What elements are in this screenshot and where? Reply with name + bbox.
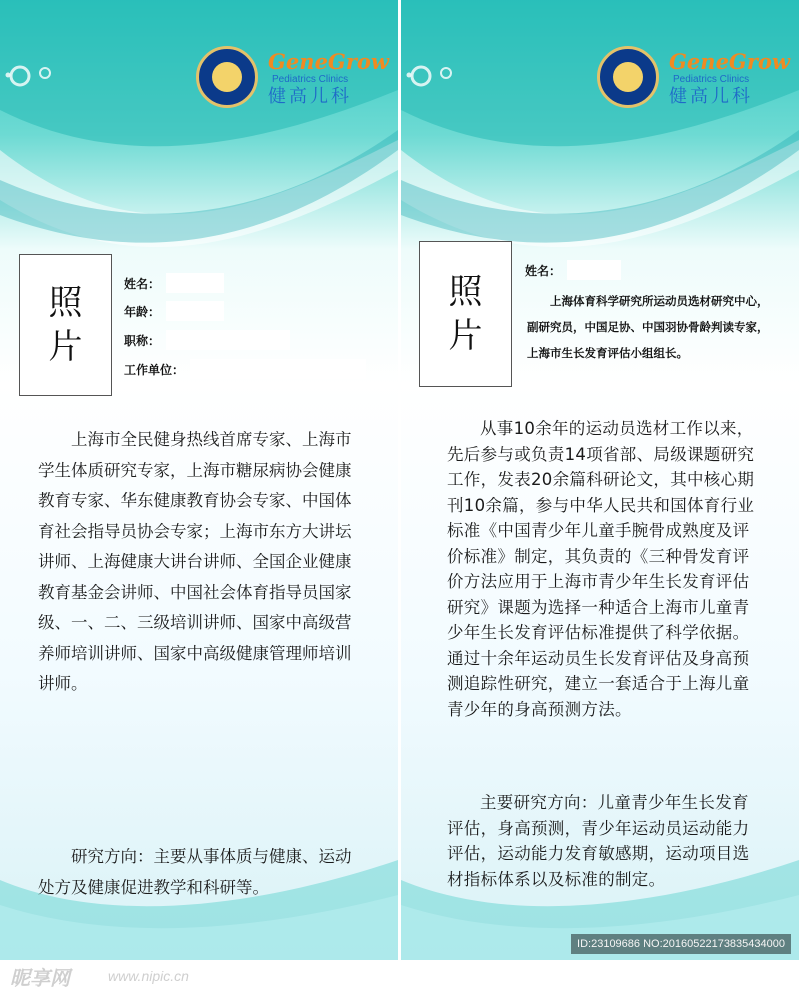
brand-subtitle-en: Pediatrics Clinics — [673, 74, 750, 85]
brand-subtitle-en: Pediatrics Clinics — [272, 74, 349, 85]
brand-name-cn: 健高儿科 — [669, 86, 753, 107]
redacted-value — [567, 260, 621, 280]
clinic-logo — [196, 46, 390, 114]
field-label: 姓名： — [124, 276, 161, 291]
watermark-id: ID:23109686 NO:20160522173835434000 — [571, 934, 791, 954]
left-poster — [0, 0, 398, 960]
research-direction-paragraph: 研究方向：主要从事体质与健康、运动处方及健康促进教学和科研等。 — [38, 847, 352, 897]
redacted-value — [166, 273, 224, 293]
field-label: 年龄： — [124, 304, 161, 319]
field-title — [124, 329, 290, 351]
brand-wordmark — [669, 50, 789, 108]
clinic-emblem-icon — [196, 46, 258, 108]
field-label: 姓名： — [525, 263, 562, 278]
photo-label-char-1: 照 — [448, 272, 483, 312]
brand-name-cn: 健高儿科 — [268, 86, 352, 107]
field-age — [124, 300, 224, 322]
watermark-url: www.nipic.cn — [108, 968, 189, 984]
clinic-logo — [597, 46, 791, 114]
photo-placeholder — [19, 254, 112, 396]
right-poster — [401, 0, 799, 960]
field-label: 职称： — [124, 333, 161, 348]
photo-label-char-2: 片 — [48, 327, 83, 367]
bio-paragraph: 从事10余年的运动员选材工作以来，先后参与或负责14项省部、局级课题研究工作，发表20余篇科研论文，其中核心期刊10余篇，参与中华人民共和国体育行业标准《中国青少年儿童手腕骨成熟度及评价标准》制定，其负责的《三种骨发育评价方法应用于上海市青少年生长发育评估研究》课题为选择一种适合上海市儿童青少年生长发育评估标准提供了科学依据。通过十余年运动员生长发育评估及身高预测追踪性研究，建立一套适合于上海儿童青少年的身高预测方法。 — [447, 419, 755, 719]
redacted-value — [190, 359, 366, 379]
field-name — [124, 272, 224, 294]
field-workplace — [124, 358, 366, 380]
clinic-emblem-icon — [597, 46, 659, 108]
photo-label-char-2: 片 — [448, 316, 483, 356]
redacted-value — [166, 330, 290, 350]
photo-placeholder — [419, 241, 512, 387]
redacted-value — [166, 301, 224, 321]
intro-text: 上海体育科学研究所运动员选材研究中心，副研究员，中国足协、中国羽协骨龄判读专家，上海市生长发育评估小组组长。 — [527, 294, 769, 360]
watermark-site-name: 昵享网 — [10, 966, 70, 990]
brand-name-en: GeneGrow — [669, 49, 791, 74]
watermark-bar — [0, 938, 799, 993]
research-direction-paragraph: 主要研究方向：儿童青少年生长发育评估，身高预测，青少年运动员运动能力评估，运动能力发育敏感期，运动项目选材指标体系以及标准的制定。 — [447, 793, 750, 889]
photo-label-char-1: 照 — [48, 283, 83, 323]
bio-paragraph: 上海市全民健身热线首席专家、上海市学生体质研究专家，上海市糖尿病协会健康教育专家、华东健康教育协会专家、中国体育社会指导员协会专家；上海市东方大讲坛讲师、上海健康大讲台讲师、全国企业健康教育基金会讲师、中国社会体育指导员国家级、一、二、三级培训讲师、国家中高级营养师培训讲师、国家中高级健康管理师培训讲师。 — [38, 430, 352, 693]
field-name — [525, 259, 621, 281]
field-label: 工作单位： — [124, 362, 185, 377]
brand-wordmark — [268, 50, 388, 108]
brand-name-en: GeneGrow — [268, 49, 390, 74]
